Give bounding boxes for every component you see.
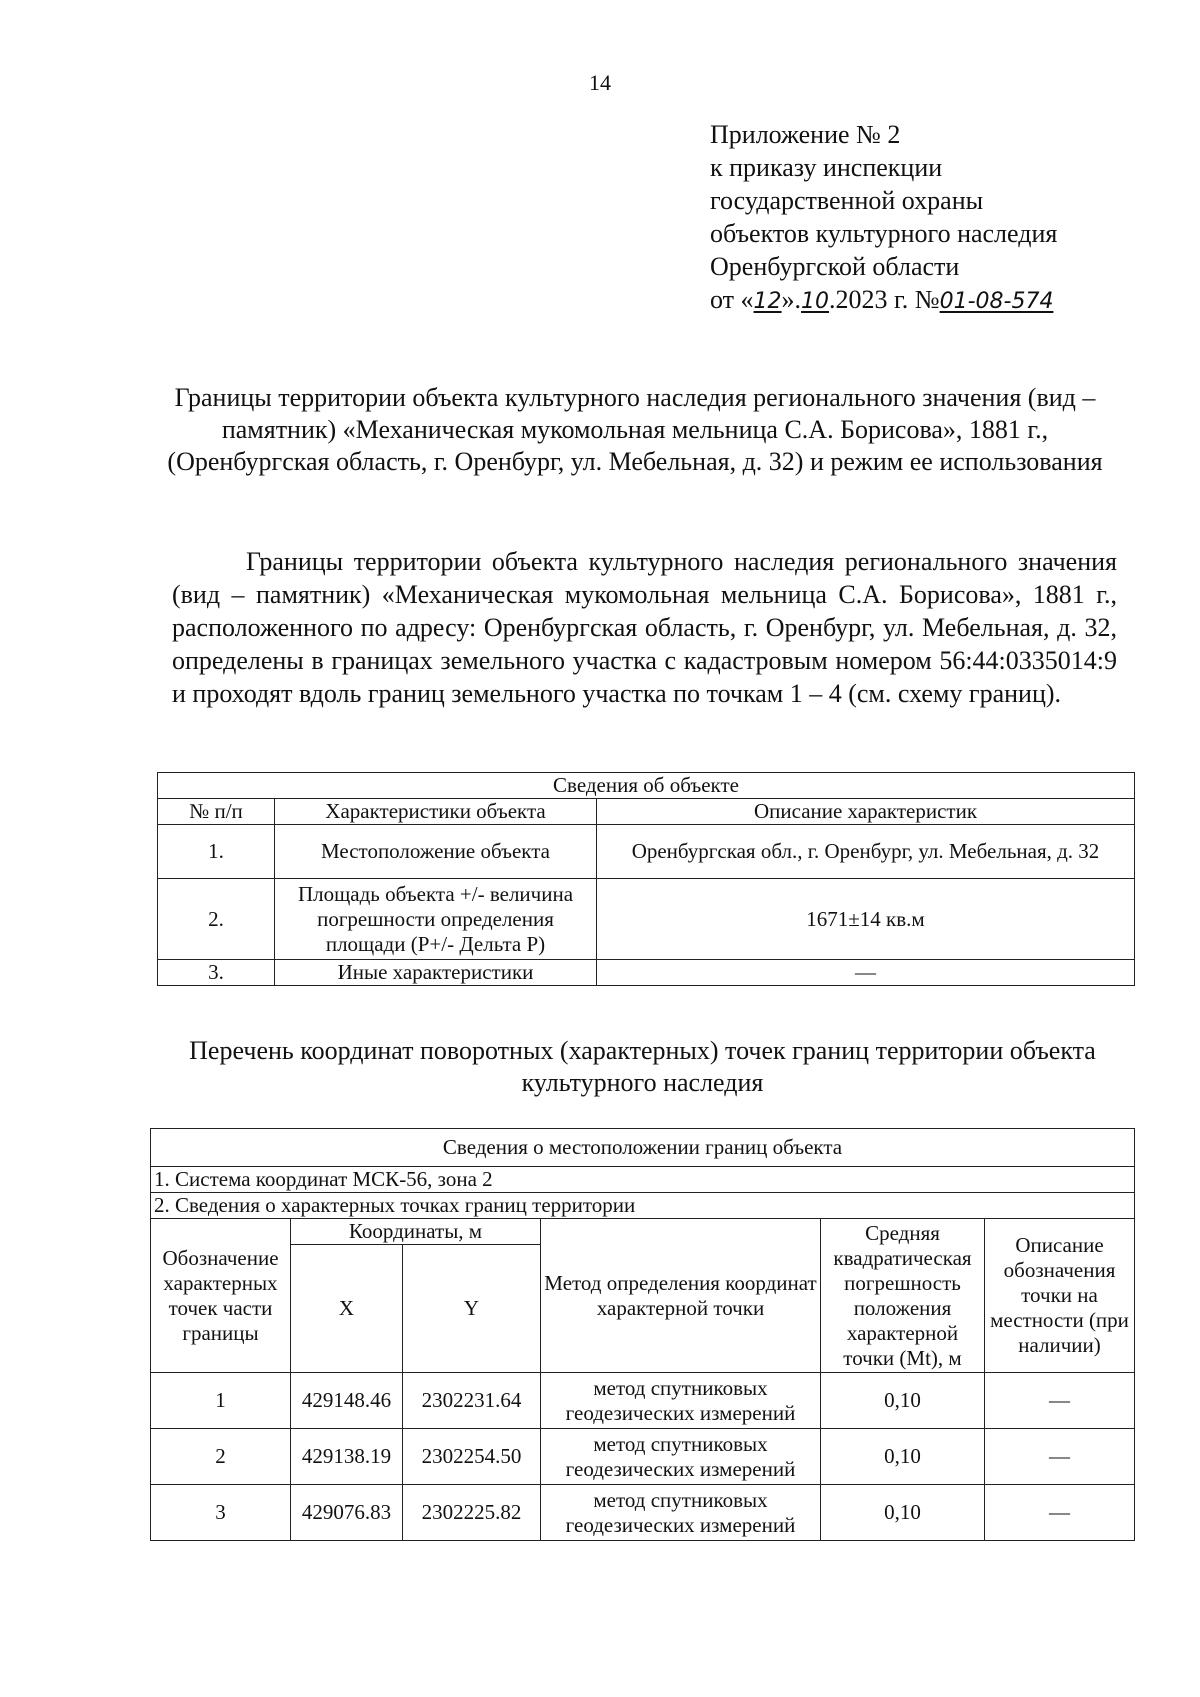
header-cell: № п/п (158, 799, 275, 825)
cell: Площадь объекта +/- величина погрешности определения площади (Р+/- Дельта Р) (275, 879, 597, 960)
cell: 429148.46 (291, 1373, 403, 1429)
coordinates-title: Перечень координат поворотных (характерных) точек границ территории объекта культурного наследия (189, 1036, 1096, 1097)
coordinates-table (150, 1128, 1135, 1541)
appendix-header (710, 118, 1057, 318)
table-row (151, 1485, 1135, 1541)
cell: 2302231.64 (403, 1373, 541, 1429)
cell: метод спутниковых геодезических измерений (541, 1373, 821, 1429)
cell: Иные характеристики (275, 960, 597, 986)
header-description: Описание обозначения точки на местности (при наличии) (985, 1219, 1135, 1373)
appendix-line: Приложение № 2 (710, 120, 901, 149)
date-month: 10 (801, 289, 830, 314)
cell: 0,10 (821, 1485, 985, 1541)
table-row (158, 879, 1135, 960)
paragraph-text: Границы территории объекта культурного наследия регионального значения (вид – памятник) «Механическая мукомольная мельница С.А. Борисова», 1881 г., расположенного по адресу: Оренбургская область, г. Оренбург, ул. Мебельная, д. 32, определены в границах земельного участка с кадастровым номером 56:44:0335014:9 и проходят вдоль границ земельного участка по точкам 1 – 4 (см. схему границ). (172, 547, 1117, 708)
date-day: 12 (753, 289, 782, 314)
header-cell: Характеристики объекта (275, 799, 597, 825)
date-mid: ». (781, 285, 802, 314)
table-row (151, 1373, 1135, 1429)
table-row (158, 960, 1135, 986)
cell: 1 (151, 1373, 291, 1429)
cell: метод спутниковых геодезических измерений (541, 1485, 821, 1541)
cell: 2302225.82 (403, 1485, 541, 1541)
table-caption: Сведения о местоположении границ объекта (151, 1129, 1135, 1167)
cell: 0,10 (821, 1373, 985, 1429)
cell: 1. (158, 825, 275, 879)
cell: 3 (151, 1485, 291, 1541)
header-x: X (291, 1245, 403, 1373)
header-method: Метод определения координат характерной точки (541, 1219, 821, 1373)
cell: 3. (158, 960, 275, 986)
cell: — (985, 1485, 1135, 1541)
header-error: Средняя квадратическая погрешность положения характерной точки (Mt), м (821, 1219, 985, 1373)
cell: 429076.83 (291, 1485, 403, 1541)
body-paragraph (172, 545, 1117, 710)
cell: 2302254.50 (403, 1429, 541, 1485)
appendix-line: к приказу инспекции (710, 153, 943, 182)
order-number: 01-08-574 (939, 289, 1054, 314)
cell: — (597, 960, 1135, 986)
table-caption: Сведения об объекте (158, 773, 1135, 799)
cell: Оренбургская обл., г. Оренбург, ул. Мебельная, д. 32 (597, 825, 1135, 879)
order-date-line (710, 283, 1057, 318)
table-row (158, 825, 1135, 879)
date-year: .2023 г. № (829, 285, 940, 314)
object-info-table (157, 772, 1135, 986)
page-number: 14 (589, 70, 611, 95)
cell: 0,10 (821, 1429, 985, 1485)
header-coordinates: Координаты, м (291, 1219, 541, 1245)
points-section-title: 2. Сведения о характерных точках границ территории (151, 1193, 1135, 1219)
cell: 429138.19 (291, 1429, 403, 1485)
header-cell: Описание характеристик (597, 799, 1135, 825)
appendix-line: Оренбургской области (710, 252, 960, 281)
appendix-line: государственной охраны (710, 186, 984, 215)
cell: 1671±14 кв.м (597, 879, 1135, 960)
cell: 2. (158, 879, 275, 960)
cell: 2 (151, 1429, 291, 1485)
header-y: Y (403, 1245, 541, 1373)
cell: — (985, 1373, 1135, 1429)
cell: — (985, 1429, 1135, 1485)
date-prefix: от « (710, 285, 754, 314)
header-point: Обозначение характерных точек части границы (151, 1219, 291, 1373)
document-title: Границы территории объекта культурного наследия регионального значения (вид – памятник) «Механическая мукомольная мельница С.А. Борисова», 1881 г., (Оренбургская область, г. Оренбург, ул. Мебельная, д. 32) и режим ее использования (167, 383, 1103, 476)
cell: Местоположение объекта (275, 825, 597, 879)
appendix-line: объектов культурного наследия (710, 219, 1058, 248)
table-row (151, 1429, 1135, 1485)
cell: метод спутниковых геодезических измерений (541, 1429, 821, 1485)
coordinate-system: 1. Система координат МСК-56, зона 2 (151, 1167, 1135, 1193)
